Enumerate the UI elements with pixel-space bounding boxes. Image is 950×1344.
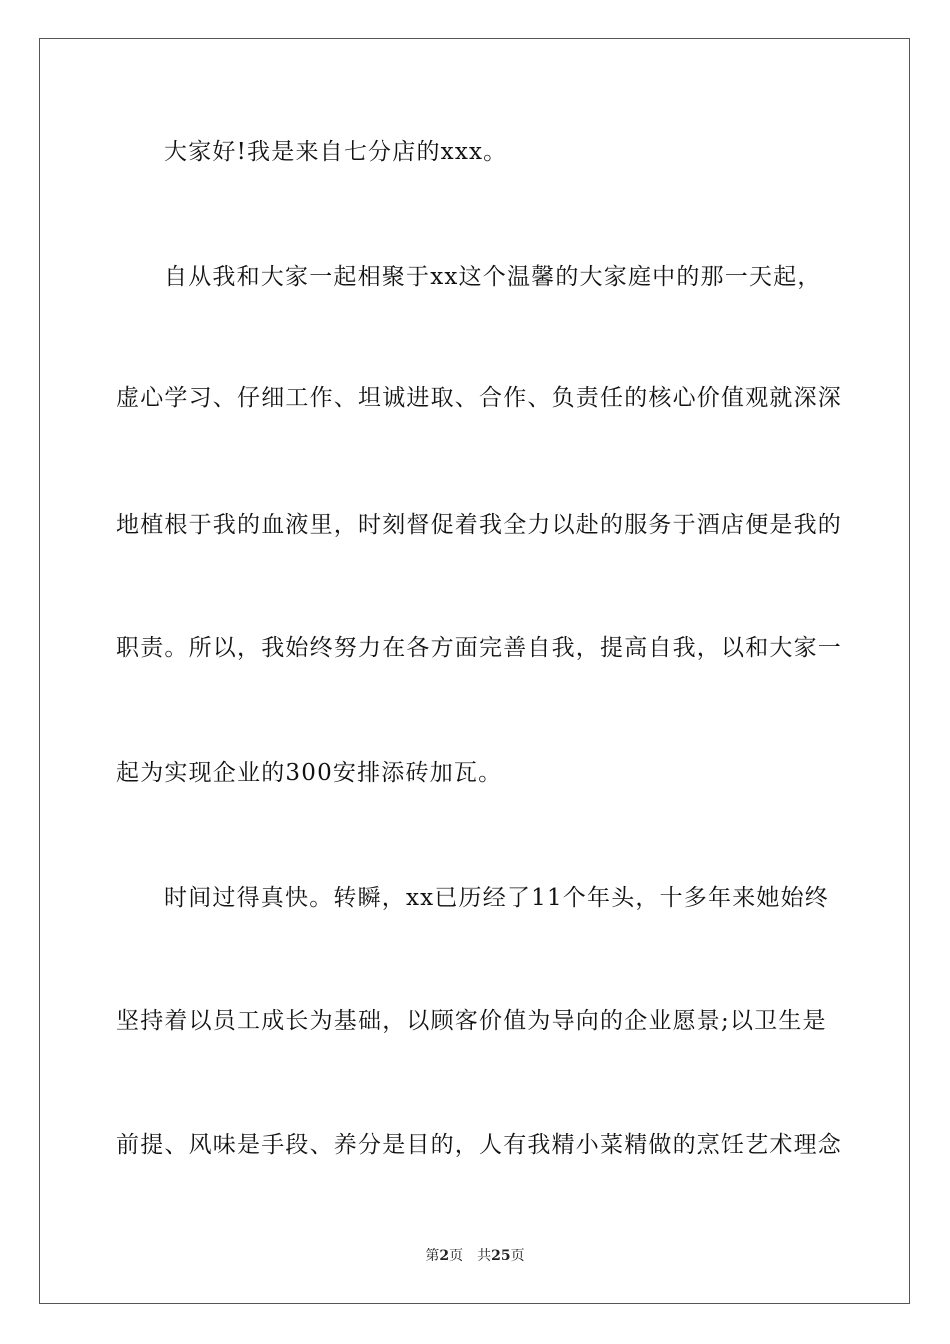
page-border xyxy=(39,38,910,1304)
page-suffix: 页 xyxy=(449,1248,464,1264)
paragraph-2-line-4: 职责。所以，我始终努力在各方面完善自我，提高自我，以和大家一 xyxy=(116,635,842,661)
paragraph-2-line-1: 自从我和大家一起相聚于xx这个温馨的大家庭中的那一天起， xyxy=(164,264,822,290)
total-pages: 25 xyxy=(491,1248,511,1264)
page-prefix: 第 xyxy=(425,1248,440,1264)
paragraph-1-line-1: 大家好!我是来自七分店的xxx。 xyxy=(164,139,508,165)
paragraph-3-line-2: 坚持着以员工成长为基础，以顾客价值为导向的企业愿景;以卫生是 xyxy=(116,1008,827,1034)
total-suffix: 页 xyxy=(510,1248,525,1264)
page-number: 2 xyxy=(439,1248,450,1264)
total-prefix: 共 xyxy=(477,1248,492,1264)
paragraph-2-line-2: 虚心学习、仔细工作、坦诚进取、合作、负责任的核心价值观就深深 xyxy=(116,385,842,411)
paragraph-2-line-5: 起为实现企业的300安排添砖加瓦。 xyxy=(116,760,503,786)
paragraph-3-line-3: 前提、风味是手段、养分是目的，人有我精小菜精做的烹饪艺术理念 xyxy=(116,1132,842,1158)
paragraph-2-line-3: 地植根于我的血液里，时刻督促着我全力以赴的服务于酒店便是我的 xyxy=(116,512,842,538)
paragraph-3-line-1: 时间过得真快。转瞬，xx已历经了11个年头，十多年来她始终 xyxy=(164,885,830,911)
page-footer xyxy=(0,1247,950,1265)
